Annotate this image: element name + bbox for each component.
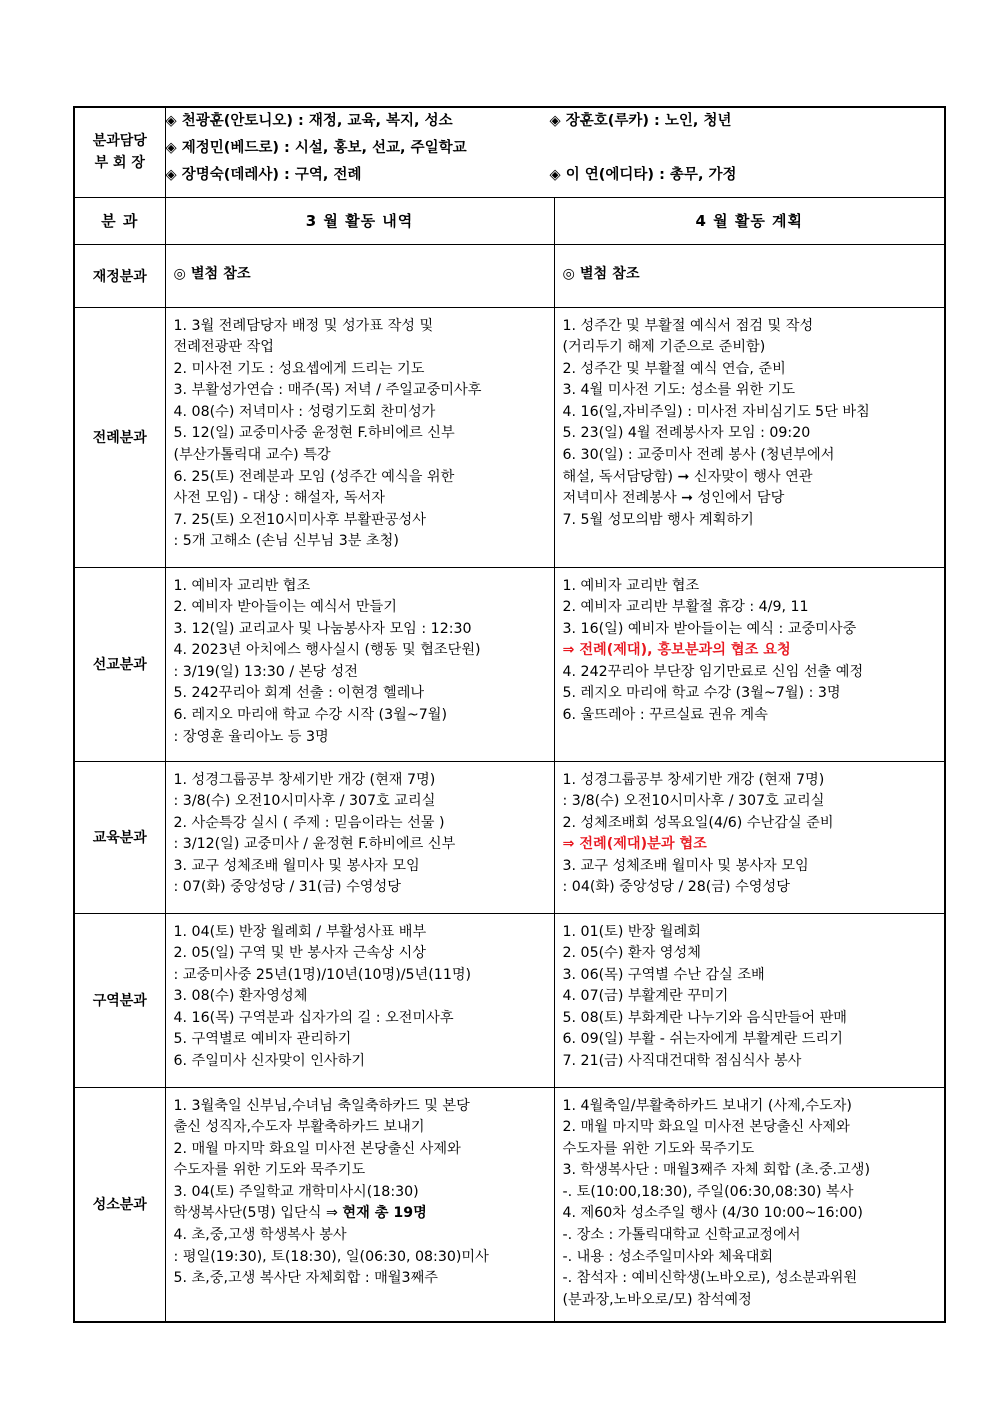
vp-left: ◈ 천광훈(안토니오) : 재정, 교육, 복지, 성소 xyxy=(165,113,453,129)
march-line: 6. 레지오 마리애 학교 수강 시작 (3월~7월) xyxy=(173,707,447,724)
april-line: 3. 06(목) 구역별 수난 감실 조배 xyxy=(562,966,765,983)
march-line: 3. 교구 성체조배 월미사 및 봉사자 모임 xyxy=(173,857,420,874)
march-line: : 3/8(수) 오전10시미사후 / 307호 교리실 xyxy=(173,793,436,810)
march-line: 1. 예비자 교리반 협조 xyxy=(173,577,311,594)
header-division: 분 과 xyxy=(74,197,165,244)
april-line: ◎ 별첨 참조 xyxy=(562,265,640,282)
march-line: 7. 25(토) 오전10시미사후 부활판공성사 xyxy=(173,511,426,528)
march-line: 5. 12(일) 교중미사중 윤정현 F.하비에르 신부 xyxy=(173,425,455,442)
april-line: 해설, 독서담당함) ➞ 신자맞이 행사 연관 xyxy=(562,468,813,485)
march-content xyxy=(166,1088,554,1294)
april-line: 5. 08(토) 부화계란 나누기와 음식만들어 판매 xyxy=(562,1009,847,1026)
march-line: 사전 모임) - 대상 : 해설자, 독서자 xyxy=(173,490,385,507)
vp-right: ◈ 이 연(에디타) : 총무, 가정 xyxy=(549,167,737,183)
march-line: 3. 08(수) 환자영성체 xyxy=(173,988,308,1005)
april-line: 5. 레지오 마리애 학교 수강 (3월~7월) : 3명 xyxy=(562,685,841,702)
april-line: 6. 울뜨레아 : 꾸르실료 권유 계속 xyxy=(562,707,768,724)
april-line: ⇒ 전례(제대)분과 협조 xyxy=(562,836,707,853)
april-cell xyxy=(554,761,945,913)
march-line: 4. 2023년 아치에스 행사실시 (행동 및 협조단원) xyxy=(173,642,481,659)
march-line: 전례전광판 작업 xyxy=(173,339,274,356)
april-line: 1. 성주간 및 부활절 예식서 점검 및 작성 xyxy=(562,317,814,334)
april-cell xyxy=(554,1087,945,1322)
section-row xyxy=(74,1087,945,1322)
april-content xyxy=(555,914,945,1077)
activity-table xyxy=(73,106,946,1323)
march-cell xyxy=(165,567,554,761)
april-content xyxy=(555,245,945,290)
march-line: : 평일(19:30), 토(18:30), 일(06:30, 08:30)미사 xyxy=(173,1248,489,1265)
april-cell xyxy=(554,307,945,567)
march-line: 학생복사단(5명) 입단식 ⇒ 현재 총 19명 xyxy=(173,1205,427,1222)
vp-row xyxy=(74,107,945,197)
april-line: (분과장,노바오로/모) 참석예정 xyxy=(562,1291,752,1308)
vp-left: ◈ 제정민(베드로) : 시설, 홍보, 선교, 주일학교 xyxy=(165,140,467,156)
march-content xyxy=(166,762,554,904)
april-content xyxy=(555,308,945,536)
april-content xyxy=(555,762,945,904)
march-line: 1. 성경그룹공부 창세기반 개강 (현재 7명) xyxy=(173,771,436,788)
header-april: 4 월 활동 계획 xyxy=(554,197,945,244)
april-line: 7. 21(금) 사직대건대학 점심식사 봉사 xyxy=(562,1053,802,1070)
vp-assignment-row xyxy=(166,162,945,189)
april-line: 2. 매월 마지막 화요일 미사전 본당출신 사제와 xyxy=(562,1119,850,1136)
vp-right: ◈ 장훈호(루카) : 노인, 청년 xyxy=(549,113,732,129)
april-line: (거리두기 해제 기준으로 준비함) xyxy=(562,339,766,356)
march-line: 4. 초,중,고생 학생복사 봉사 xyxy=(173,1227,347,1244)
march-line: 6. 주일미사 신자맞이 인사하기 xyxy=(173,1053,366,1070)
april-line: : 3/8(수) 오전10시미사후 / 307호 교리실 xyxy=(562,793,825,810)
april-line: ⇒ 전례(제대), 홍보분과의 협조 요청 xyxy=(562,642,791,659)
april-line: 2. 예비자 교리반 부활절 휴강 : 4/9, 11 xyxy=(562,599,809,616)
march-line: : 장영훈 율리아노 등 3명 xyxy=(173,728,329,745)
march-line: 3. 04(토) 주일학교 개학미사시(18:30) xyxy=(173,1183,419,1200)
section-row xyxy=(74,244,945,307)
april-line: 4. 07(금) 부활계란 꾸미기 xyxy=(562,988,729,1005)
april-line: 3. 학생복사단 : 매월3째주 자체 회합 (초.중.고생) xyxy=(562,1162,870,1179)
march-line: 3. 부활성가연습 : 매주(목) 저녁 / 주일교중미사후 xyxy=(173,382,482,399)
section-row xyxy=(74,761,945,913)
march-line: 5. 초,중,고생 복사단 자체회합 : 매월3째주 xyxy=(173,1270,438,1287)
march-content xyxy=(166,914,554,1077)
march-cell xyxy=(165,1087,554,1322)
vp-left: ◈ 장명숙(데레사) : 구역, 전례 xyxy=(165,167,362,183)
march-line: 6. 25(토) 전례분과 모임 (성주간 예식을 위한 xyxy=(173,468,455,485)
march-line: 2. 미사전 기도 : 성요셉에게 드리는 기도 xyxy=(173,360,425,377)
april-line: 1. 예비자 교리반 협조 xyxy=(562,577,700,594)
april-cell xyxy=(554,913,945,1087)
april-line: -. 내용 : 성소주일미사와 체육대회 xyxy=(562,1248,774,1265)
march-content xyxy=(166,308,554,558)
march-line: 출신 성직자,수도자 부활축하카드 보내기 xyxy=(173,1119,425,1136)
april-line: 4. 16(일,자비주일) : 미사전 자비심기도 5단 바침 xyxy=(562,403,870,420)
april-line: 4. 제60차 성소주일 행사 (4/30 10:00~16:00) xyxy=(562,1205,863,1222)
section-label: 선교분과 xyxy=(74,567,165,761)
april-line: 4. 242꾸리아 부단장 임기만료로 신임 선출 예정 xyxy=(562,663,864,680)
april-line: 1. 01(토) 반장 월례회 xyxy=(562,923,701,940)
april-line: : 04(화) 중앙성당 / 28(금) 수영성당 xyxy=(562,879,790,896)
april-line: 5. 23(일) 4월 전례봉사자 모임 : 09:20 xyxy=(562,425,811,442)
march-line: ◎ 별첨 참조 xyxy=(173,265,251,282)
april-line: 1. 성경그룹공부 창세기반 개강 (현재 7명) xyxy=(562,771,825,788)
march-line: 4. 16(목) 구역분과 십자가의 길 : 오전미사후 xyxy=(173,1009,454,1026)
april-line: -. 참석자 : 예비신학생(노바오로), 성소분과위원 xyxy=(562,1270,858,1287)
march-content xyxy=(166,245,554,290)
april-line: 6. 09(일) 부활 - 쉬는자에게 부활계란 드리기 xyxy=(562,1031,843,1048)
section-label: 전례분과 xyxy=(74,307,165,567)
april-cell xyxy=(554,567,945,761)
header-row xyxy=(74,197,945,244)
march-line: 2. 예비자 받아들이는 예식서 만들기 xyxy=(173,599,397,616)
march-line: : 3/12(일) 교중미사 / 윤정현 F.하비에르 신부 xyxy=(173,836,456,853)
march-cell xyxy=(165,761,554,913)
march-line: 2. 05(일) 구역 및 반 봉사자 근속상 시상 xyxy=(173,945,426,962)
march-line: 3. 12(일) 교리교사 및 나눔봉사자 모임 : 12:30 xyxy=(173,620,472,637)
header-march: 3 월 활동 내역 xyxy=(165,197,554,244)
march-line: 1. 3월축일 신부님,수녀님 축일축하카드 및 본당 xyxy=(173,1097,470,1114)
vp-label xyxy=(74,107,165,197)
vp-assignment-row xyxy=(166,108,945,135)
march-line: : 3/19(일) 13:30 / 본당 성전 xyxy=(173,663,358,680)
march-line: : 교중미사중 25년(1명)/10년(10명)/5년(11명) xyxy=(173,966,472,983)
march-line: 5. 242꾸리아 회계 선출 : 이현경 헬레나 xyxy=(173,685,425,702)
march-cell xyxy=(165,244,554,307)
vp-label-line1: 분과담당 xyxy=(92,133,147,150)
vp-label-line2: 부 회 장 xyxy=(94,155,145,172)
april-line: 6. 30(일) : 교중미사 전례 봉사 (청년부에서 xyxy=(562,447,835,464)
section-row xyxy=(74,567,945,761)
vp-assignment-row xyxy=(166,135,945,162)
section-row xyxy=(74,307,945,567)
april-line: 2. 성체조배회 성목요일(4/6) 수난감실 준비 xyxy=(562,814,834,831)
sections-body xyxy=(74,244,945,1322)
april-cell xyxy=(554,244,945,307)
march-content xyxy=(166,568,554,753)
april-content xyxy=(555,1088,945,1316)
april-line: 3. 교구 성체조배 월미사 및 봉사자 모임 xyxy=(562,857,809,874)
march-line: (부산가톨릭대 교수) 특강 xyxy=(173,447,331,464)
vp-assignments xyxy=(165,107,945,197)
april-line: 3. 16(일) 예비자 받아들이는 예식 : 교중미사중 xyxy=(562,620,857,637)
april-line: 수도자를 위한 기도와 묵주기도 xyxy=(562,1140,755,1157)
march-line: 2. 매월 마지막 화요일 미사전 본당출신 사제와 xyxy=(173,1140,461,1157)
section-row xyxy=(74,913,945,1087)
march-line: 수도자를 위한 기도와 묵주기도 xyxy=(173,1162,366,1179)
april-line: 3. 4월 미사전 기도: 성소를 위한 기도 xyxy=(562,382,796,399)
section-label: 성소분과 xyxy=(74,1087,165,1322)
section-label: 재정분과 xyxy=(74,244,165,307)
april-line: 2. 성주간 및 부활절 예식 연습, 준비 xyxy=(562,360,786,377)
march-line: 1. 3월 전례담당자 배정 및 성가표 작성 및 xyxy=(173,317,434,334)
april-content xyxy=(555,568,945,731)
april-line: -. 장소 : 가톨릭대학교 신학교교정에서 xyxy=(562,1227,801,1244)
section-label: 교육분과 xyxy=(74,761,165,913)
april-line: 7. 5월 성모의밤 행사 계획하기 xyxy=(562,511,754,528)
march-cell xyxy=(165,913,554,1087)
april-line: 저녁미사 전례봉사 ➞ 성인에서 담당 xyxy=(562,490,785,507)
april-line: 2. 05(수) 환자 영성체 xyxy=(562,945,701,962)
section-label: 구역분과 xyxy=(74,913,165,1087)
march-line: : 5개 고해소 (손님 신부님 3분 초청) xyxy=(173,533,399,550)
march-cell xyxy=(165,307,554,567)
march-line: 4. 08(수) 저녁미사 : 성령기도회 찬미성가 xyxy=(173,403,436,420)
march-line: : 07(화) 중앙성당 / 31(금) 수영성당 xyxy=(173,879,401,896)
april-line: 1. 4월축일/부활축하카드 보내기 (사제,수도자) xyxy=(562,1097,852,1114)
march-line: 2. 사순특강 실시 ( 주제 : 믿음이라는 선물 ) xyxy=(173,814,445,831)
march-line: 1. 04(토) 반장 월례회 / 부활성사표 배부 xyxy=(173,923,427,940)
april-line: -. 토(10:00,18:30), 주일(06:30,08:30) 복사 xyxy=(562,1183,854,1200)
march-line: 5. 구역별로 예비자 관리하기 xyxy=(173,1031,352,1048)
